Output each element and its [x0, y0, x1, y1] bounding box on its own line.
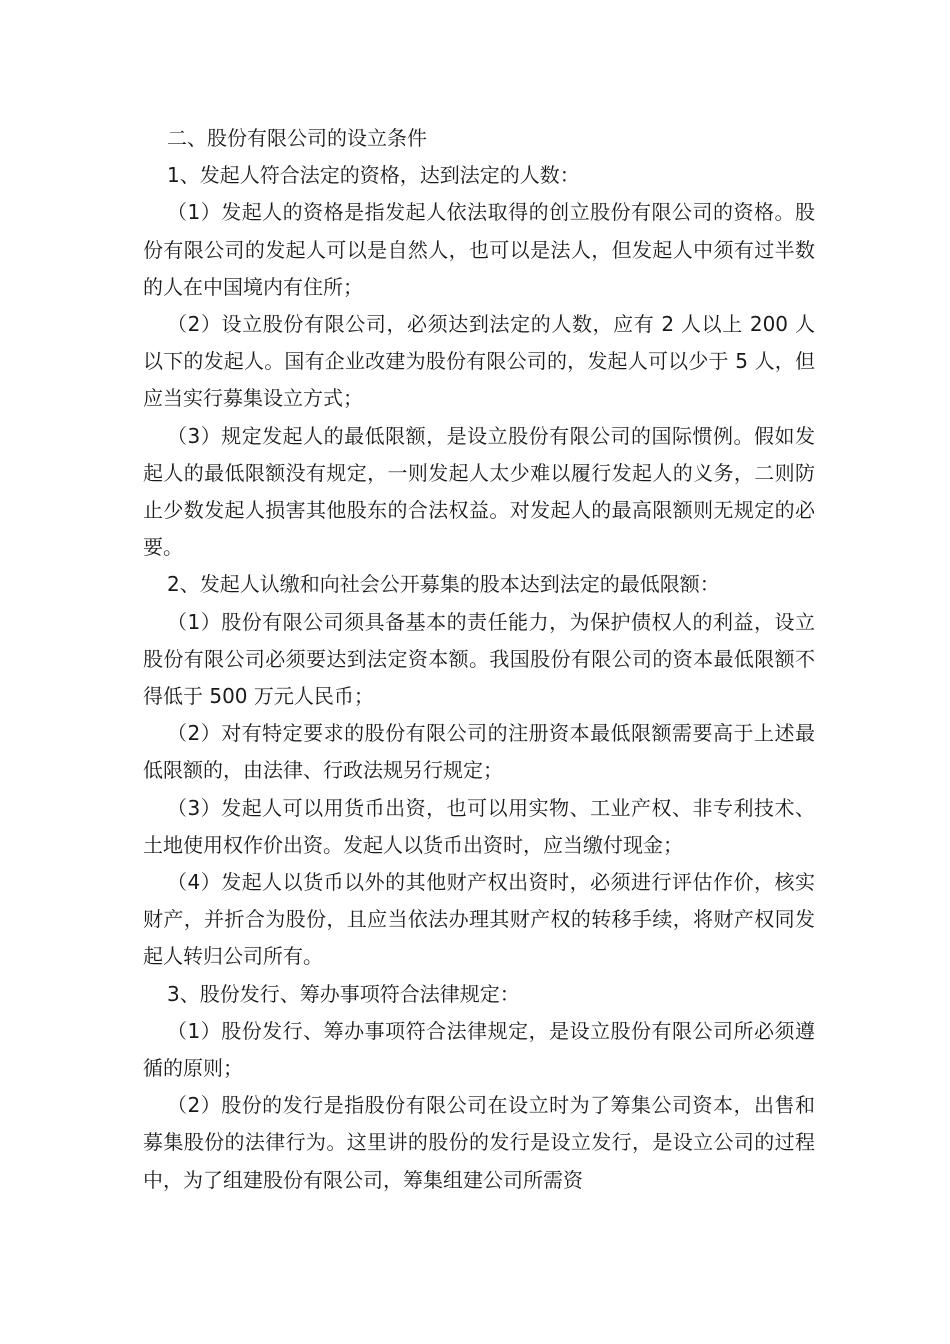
- paragraph: （3）规定发起人的最低限额，是设立股份有限公司的国际惯例。假如发起人的最低限额没有规定，一则发起人太少难以履行发起人的义务，二则防止少数发起人损害其他股东的合法权益。对发起人的最高限额则无规定的必要。: [143, 423, 815, 560]
- paragraph: （1）发起人的资格是指发起人依法取得的创立股份有限公司的资格。股份有限公司的发起人可以是自然人，也可以是法人，但发起人中须有过半数的人在中国境内有住所；: [143, 200, 815, 299]
- paragraph: （1）股份有限公司须具备基本的责任能力，为保护债权人的利益，设立股份有限公司必须要达到法定资本额。我国股份有限公司的资本最低限额不得低于 500 万元人民币；: [143, 609, 815, 709]
- paragraph: （3）发起人可以用货币出资，也可以用实物、工业产权、非专利技术、土地使用权作价出资。发起人以货币出资时，应当缴付现金；: [143, 795, 815, 857]
- paragraph: （2）股份的发行是指股份有限公司在设立时为了筹集公司资本，出售和募集股份的法律行为。这里讲的股份的发行是设立发行，是设立公司的过程中，为了组建股份有限公司，筹集组建公司所需资: [143, 1093, 815, 1192]
- paragraph: （2）设立股份有限公司，必须达到法定的人数，应有 2 人以上 200 人以下的发起人。国有企业改建为股份有限公司的，发起人可以少于 5 人，但应当实行募集设立方式；: [143, 312, 815, 411]
- section-heading: 二、股份有限公司的设立条件: [167, 126, 427, 150]
- document-body: [143, 120, 815, 1199]
- subheading-3: 3、股份发行、筹办事项符合法律规定：: [167, 981, 520, 1006]
- paragraph: （1）股份发行、筹办事项符合法律规定，是设立股份有限公司所必须遵循的原则；: [143, 1018, 815, 1081]
- subheading-1: 1、发起人符合法定的资格，达到法定的人数：: [167, 163, 580, 188]
- subheading-2: 2、发起人认缴和向社会公开募集的股本达到法定的最低限额：: [167, 572, 720, 597]
- paragraph: （2）对有特定要求的股份有限公司的注册资本最低限额需要高于上述最低限额的，由法律、行政法规另行规定；: [143, 721, 815, 783]
- paragraph: （4）发起人以货币以外的其他财产权出资时，必须进行评估作价，核实财产，并折合为股份，且应当依法办理其财产权的转移手续，将财产权同发起人转归公司所有。: [143, 870, 815, 969]
